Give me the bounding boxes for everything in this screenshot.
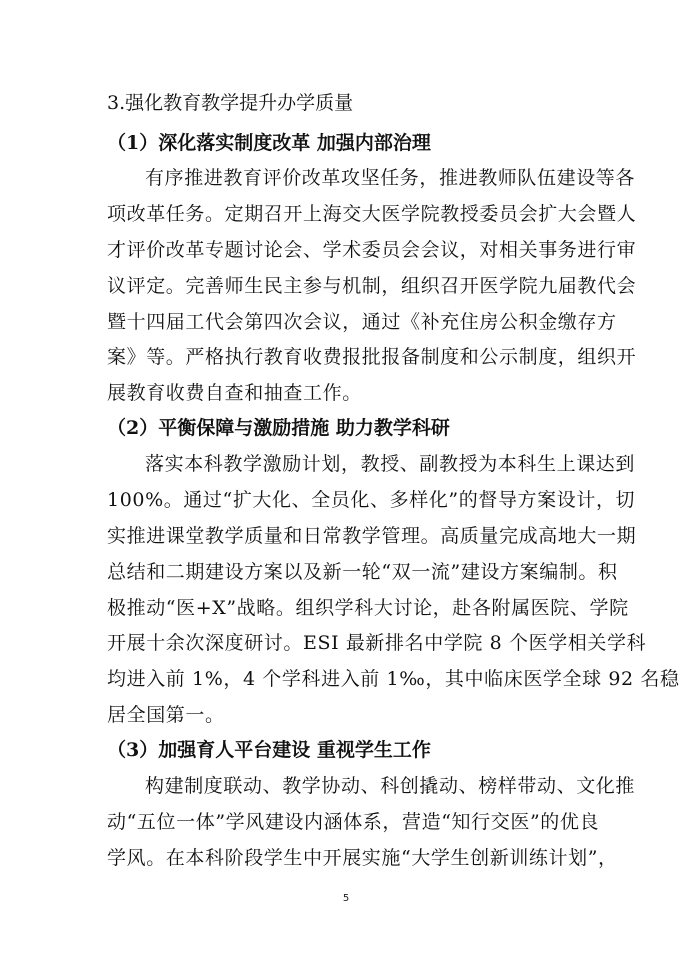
paragraph-line: 构建制度联动、教学协动、科创撬动、榜样带动、文化推: [145, 775, 636, 797]
paragraph-line: 落实本科教学激励计划，教授、副教授为本科生上课达到: [145, 453, 636, 475]
section-title: 3.强化教育教学提升办学质量: [107, 92, 354, 114]
paragraph-line: 均进入前 1%，4 个学科进入前 1‰，其中临床医学全球 92 名稳: [107, 668, 680, 690]
subsection-heading-1: （1）深化落实制度改革 加强内部治理: [107, 132, 431, 154]
paragraph-line: 100%。通过“扩大化、全员化、多样化”的督导方案设计，切: [107, 489, 636, 511]
paragraph-line: 议评定。完善师生民主参与机制，组织召开医学院九届教代会: [107, 275, 637, 297]
paragraph-line: 才评价改革专题讨论会、学术委员会会议，对相关事务进行审: [107, 239, 637, 261]
paragraph-line: 开展十余次深度研讨。ESI 最新排名中学院 8 个医学相关学科: [107, 632, 647, 654]
paragraph-line: 极推动“医+X”战略。组织学科大讨论，赴各附属医院、学院: [107, 597, 629, 619]
paragraph-line: 动“五位一体”学风建设内涵体系，营造“知行交医”的优良: [107, 811, 600, 833]
paragraph-line: 展教育收费自查和抽查工作。: [107, 382, 362, 404]
subsection-heading-3: （3）加强育人平台建设 重视学生工作: [107, 739, 431, 761]
paragraph-line: 案》等。严格执行教育收费报批报备制度和公示制度，组织开: [107, 346, 637, 368]
paragraph-line: 总结和二期建设方案以及新一轮“双一流”建设方案编制。积: [107, 561, 618, 583]
page-number: 5: [342, 893, 350, 904]
subsection-heading-2: （2）平衡保障与激励措施 助力教学科研: [107, 417, 450, 439]
paragraph-line: 项改革任务。定期召开上海交大医学院教授委员会扩大会暨人: [107, 203, 637, 225]
paragraph-line: 实推进课堂教学质量和日常教学管理。高质量完成高地大一期: [107, 525, 637, 547]
paragraph-line: 学风。在本科阶段学生中开展实施“大学生创新训练计划”，: [107, 847, 618, 869]
paragraph-line: 有序推进教育评价改革攻坚任务，推进教师队伍建设等各: [145, 167, 636, 189]
paragraph-line: 暨十四届工代会第四次会议，通过《补充住房公积金缴存方: [107, 311, 617, 333]
paragraph-line: 居全国第一。: [107, 704, 225, 726]
